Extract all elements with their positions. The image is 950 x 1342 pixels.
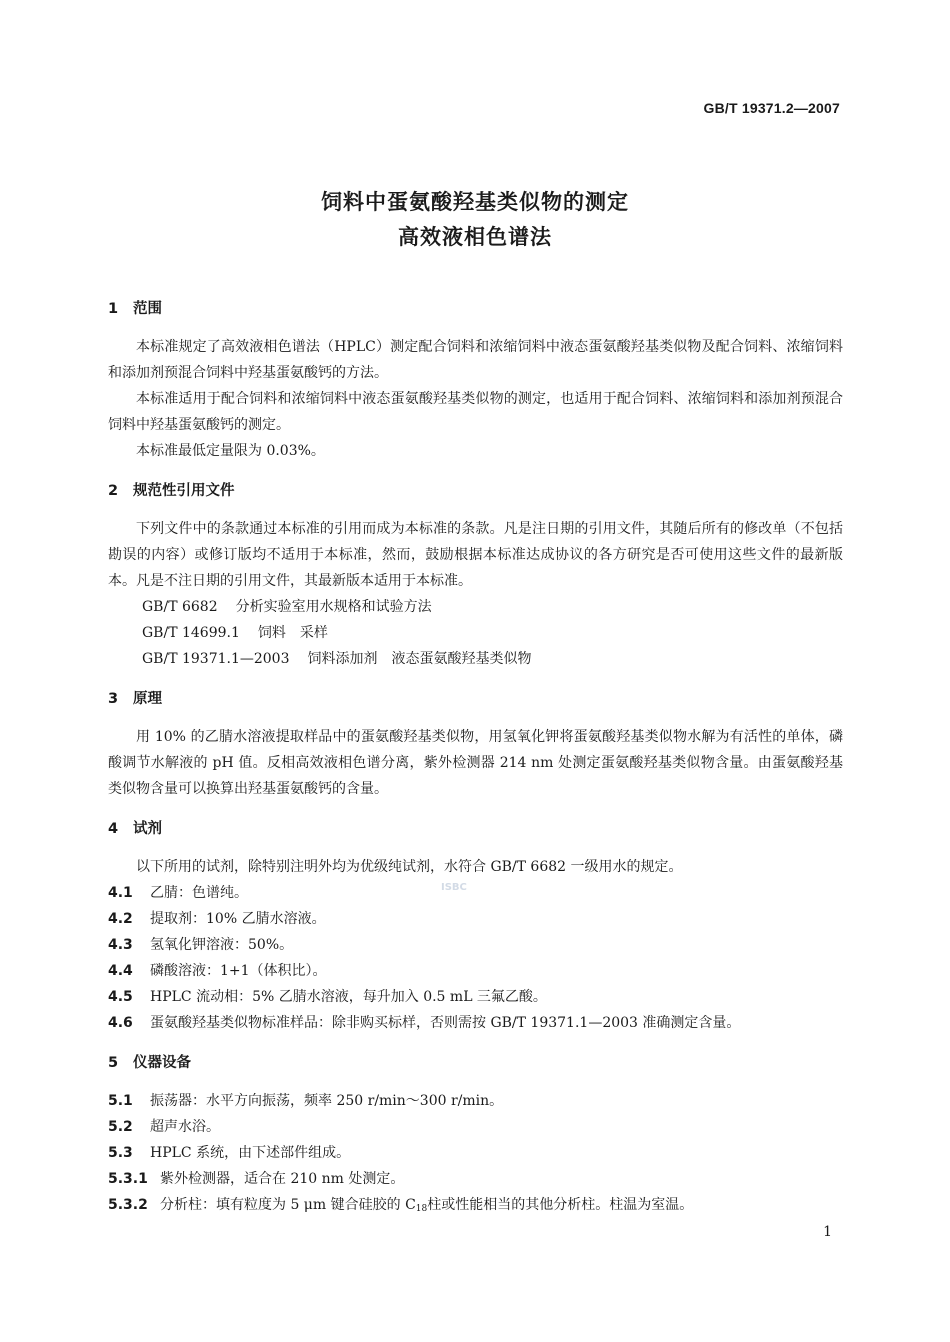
section-number: 3 [108, 691, 119, 707]
clause-text: 紫外检测器，适合在 210 nm 处测定。 [160, 1171, 405, 1187]
reference-code: GB/T 14699.1 [142, 625, 240, 641]
reagent-item [108, 932, 843, 958]
reference-item [108, 594, 843, 620]
clause-number: 5.3.1 [108, 1171, 148, 1187]
apparatus-item [108, 1114, 843, 1140]
reference-item [108, 620, 843, 646]
document-body [108, 296, 843, 1222]
reagent-item [108, 880, 843, 906]
clause-number: 5.3.2 [108, 1197, 148, 1213]
reference-name: 饲料 采样 [257, 625, 328, 641]
section-title: 原理 [133, 691, 162, 707]
apparatus-item [108, 1140, 843, 1166]
reference-item [108, 646, 843, 672]
page-number: 1 [823, 1224, 832, 1240]
clause-text: 超声水浴。 [150, 1119, 220, 1135]
reagent-item [108, 958, 843, 984]
section-heading-normative-references [108, 478, 843, 504]
paragraph: 下列文件中的条款通过本标准的引用而成为本标准的条款。凡是注日期的引用文件，其随后所有的修改单（不包括勘误的内容）或修订版均不适用于本标准，然而，鼓励根据本标准达成协议的各方研究是否可使用这些文件的最新版本。凡是不注日期的引用文件，其最新版本适用于本标准。 [108, 521, 843, 589]
clause-number: 4.5 [108, 989, 133, 1005]
reference-code: GB/T 6682 [142, 599, 218, 615]
paragraph: 以下所用的试剂，除特别注明外均为优级纯试剂，水符合 GB/T 6682 一级用水的规定。 [136, 859, 683, 875]
reference-code: GB/T 19371.1—2003 [142, 651, 290, 667]
reference-name: 分析实验室用水规格和试验方法 [235, 599, 432, 615]
clause-number: 4.1 [108, 885, 133, 901]
clause-text: HPLC 系统，由下述部件组成。 [150, 1145, 351, 1161]
clause-text: 柱或性能相当的其他分析柱。柱温为室温。 [427, 1197, 694, 1213]
section-number: 1 [108, 301, 119, 317]
section-number: 4 [108, 821, 119, 837]
section-title: 范围 [133, 301, 162, 317]
reagent-item [108, 906, 843, 932]
watermark-logo: ISBC [441, 882, 467, 893]
clause-text: 分析柱：填有粒度为 5 μm 键合硅胶的 C [160, 1197, 416, 1213]
reference-name: 饲料添加剂 液态蛋氨酸羟基类似物 [307, 651, 532, 667]
apparatus-item [108, 1166, 843, 1192]
clause-text: 氢氧化钾溶液：50%。 [150, 937, 294, 953]
clause-text: 提取剂：10% 乙腈水溶液。 [150, 911, 326, 927]
document-title-line1: 饲料中蛋氨酸羟基类似物的测定 [321, 190, 629, 214]
clause-text: 乙腈：色谱纯。 [150, 885, 248, 901]
reagent-item [108, 984, 843, 1010]
clause-number: 5.1 [108, 1093, 133, 1109]
clause-number: 4.3 [108, 937, 133, 953]
section-title: 规范性引用文件 [133, 483, 235, 499]
clause-text: 磷酸溶液：1+1（体积比）。 [150, 963, 327, 979]
paragraph: 本标准规定了高效液相色谱法（HPLC）测定配合饲料和浓缩饲料中液态蛋氨酸羟基类似物及配合饲料、浓缩饲料和添加剂预混合饲料中羟基蛋氨酸钙的方法。 [108, 339, 843, 381]
clause-number: 5.2 [108, 1119, 133, 1135]
paragraph: 本标准适用于配合饲料和浓缩饲料中液态蛋氨酸羟基类似物的测定，也适用于配合饲料、浓缩饲料和添加剂预混合饲料中羟基蛋氨酸钙的测定。 [108, 391, 843, 433]
subscript: 18 [415, 1204, 428, 1214]
apparatus-item [108, 1192, 843, 1222]
apparatus-item [108, 1088, 843, 1114]
section-number: 2 [108, 483, 119, 499]
section-heading-scope [108, 296, 843, 322]
clause-text: 蛋氨酸羟基类似物标准样品：除非购买标样，否则需按 GB/T 19371.1—2003 准确测定含量。 [150, 1015, 741, 1031]
section-title: 试剂 [133, 821, 162, 837]
clause-text: HPLC 流动相：5% 乙腈水溶液，每升加入 0.5 mL 三氟乙酸。 [150, 989, 547, 1005]
reagent-item [108, 1010, 843, 1036]
section-heading-apparatus [108, 1050, 843, 1076]
section-title: 仪器设备 [133, 1055, 191, 1071]
clause-number: 5.3 [108, 1145, 133, 1161]
paragraph: 本标准最低定量限为 0.03%。 [136, 443, 325, 459]
clause-text: 振荡器：水平方向振荡，频率 250 r/min～300 r/min。 [150, 1093, 504, 1109]
standard-number: GB/T 19371.2—2007 [703, 100, 840, 116]
clause-number: 4.2 [108, 911, 133, 927]
paragraph: 用 10% 的乙腈水溶液提取样品中的蛋氨酸羟基类似物，用氢氧化钾将蛋氨酸羟基类似物水解为有活性的单体，磷酸调节水解液的 pH 值。反相高效液相色谱分离，紫外检测器 214 nm 处测定蛋氨酸羟基类似物含量。由蛋氨酸羟基类似物含量可以换算出羟基蛋氨酸钙的含量。 [108, 729, 843, 797]
document-title-line2: 高效液相色谱法 [398, 225, 552, 249]
clause-number: 4.6 [108, 1015, 133, 1031]
clause-number: 4.4 [108, 963, 133, 979]
section-number: 5 [108, 1055, 119, 1071]
section-heading-reagents [108, 816, 843, 842]
section-heading-principle [108, 686, 843, 712]
